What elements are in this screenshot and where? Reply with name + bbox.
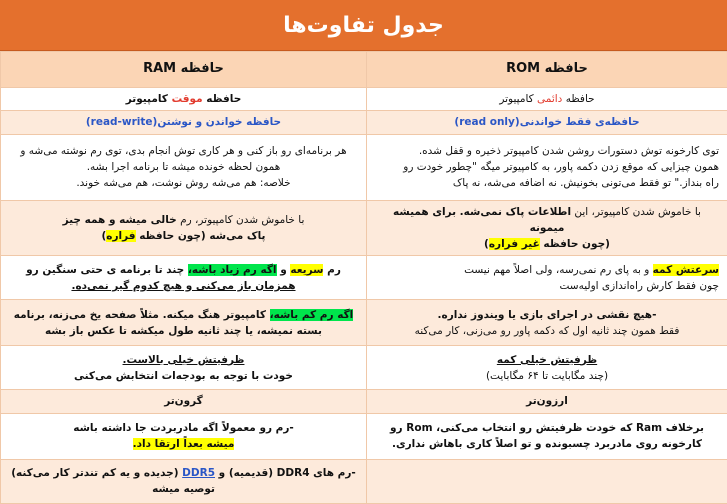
cell-text: کامپیوتر هنگ میکنه. مثلاً صفحه یخ می‌زنه، برنامه bbox=[14, 309, 270, 321]
cell-text-latin: DDR4 bbox=[277, 467, 310, 479]
comparison-table bbox=[0, 51, 727, 504]
cell-text: با خاموش شدن کامپیوتر، رم bbox=[180, 214, 304, 226]
cell-text-highlight: فراره bbox=[106, 230, 135, 242]
cell-text-bold: اطلاعات پاک نمی‌شه. برای همیشه میمونه bbox=[393, 206, 571, 234]
cell-text: حافظه bbox=[566, 93, 595, 105]
cell-line: برخلاف Ram که خودت ظرفیتش رو انتخاب می‌کنی، Rom رو bbox=[375, 420, 719, 436]
rom-cell: حافظه‌ی فقط خواندنی(read only) bbox=[367, 111, 727, 134]
cell-line: کارخونه روی مادربرد چسبونده و تو اصلاً کاری باهاش نداری. bbox=[375, 436, 719, 452]
table-row bbox=[1, 300, 727, 346]
ram-cell bbox=[1, 134, 367, 200]
cell-text-highlight-green: اگه رم کم باشه، bbox=[270, 309, 354, 321]
cell-line: ظرفیتش خیلی بالاست. bbox=[9, 352, 358, 368]
ram-cell bbox=[1, 88, 367, 111]
cell-text-highlight: غیر فراره bbox=[489, 238, 540, 250]
cell-text: (جدیده و یه کم تندتر کار می‌کنه) bbox=[11, 467, 178, 479]
ram-cell bbox=[1, 413, 367, 459]
ram-cell: حافظه خواندن و نوشتن(read-write) bbox=[1, 111, 367, 134]
table-row bbox=[1, 413, 727, 459]
table-row bbox=[1, 200, 727, 256]
table-row bbox=[1, 390, 727, 413]
table-row bbox=[1, 346, 727, 390]
cell-text-highlight: سریعه bbox=[290, 264, 323, 276]
cell-text: کامپیوتر bbox=[499, 93, 533, 105]
cell-line: همزمان باز می‌کنی و هیچ کدوم گیر نمی‌ده. bbox=[9, 278, 358, 294]
cell-text: رم bbox=[327, 264, 341, 276]
cell-text: حافظه bbox=[206, 93, 241, 105]
cell-text: کامپیوتر bbox=[126, 93, 168, 105]
cell-text: و به پای رم نمی‌رسه، ولی اصلاً مهم نیست bbox=[464, 264, 653, 276]
table-row bbox=[1, 256, 727, 300]
ram-cell bbox=[1, 200, 367, 256]
rom-cell bbox=[367, 134, 727, 200]
cell-text-bold: خالی میشه و همه چیز bbox=[63, 214, 177, 226]
cell-line: خودت با توجه به بودجه‌ات انتخابش می‌کنی bbox=[9, 368, 358, 384]
table-row bbox=[1, 111, 727, 134]
cell-line: -رم رو معمولاً اگه مادربردت جا داشته باشه bbox=[9, 420, 358, 436]
cell-line: همون لحظه خونده میشه تا برنامه اجرا بشه. bbox=[9, 159, 358, 175]
rom-cell bbox=[367, 200, 727, 256]
cell-line: فقط همون چند ثانیه اول که دکمه پاور رو می‌زنی، کار می‌کنه bbox=[375, 323, 719, 339]
ram-cell bbox=[1, 256, 367, 300]
rom-cell-empty bbox=[367, 459, 727, 503]
cell-text-accent: موقت bbox=[172, 93, 203, 105]
cell-line: (چند مگابایت تا ۶۴ مگابایت) bbox=[375, 368, 719, 384]
rom-cell: ارزون‌تر bbox=[367, 390, 727, 413]
cell-line: چون فقط کارش راه‌اندازی اولیه‌ست bbox=[375, 278, 719, 294]
header-rom: حافظه ROM bbox=[367, 52, 727, 88]
cell-text: ) bbox=[484, 238, 489, 250]
table-header-row bbox=[1, 52, 727, 88]
rom-cell bbox=[367, 300, 727, 346]
cell-text: با خاموش شدن کامپیوتر، این bbox=[574, 206, 701, 218]
cell-line: ظرفیتش خیلی کمه bbox=[375, 352, 719, 368]
rom-cell bbox=[367, 346, 727, 390]
cell-line: بسته نمیشه، یا چند ثانیه طول میکشه تا عکس باز بشه bbox=[9, 323, 358, 339]
cell-line: خلاصه: هم می‌شه روش نوشت، هم می‌شه خوند. bbox=[9, 175, 358, 191]
cell-line: همون چیزایی که موقع زدن دکمه پاور، به کامپیوتر میگه "چطور خودت رو bbox=[375, 159, 719, 175]
cell-text: و bbox=[280, 264, 287, 276]
ram-cell: گرون‌تر bbox=[1, 390, 367, 413]
cell-text: پاک می‌شه (چون حافظه bbox=[139, 230, 265, 242]
table-row bbox=[1, 134, 727, 200]
title-bar bbox=[0, 0, 727, 51]
cell-text-highlight-green: اگه رم زیاد باشه، bbox=[188, 264, 277, 276]
rom-cell bbox=[367, 88, 727, 111]
ram-cell bbox=[1, 346, 367, 390]
cell-line: -هیچ نقشی در اجرای بازی یا ویندوز نداره. bbox=[375, 307, 719, 323]
cell-line: راه بنداز." تو فقط می‌تونی بخونیش. نه اضافه می‌شه، نه پاک bbox=[375, 175, 719, 191]
rom-cell bbox=[367, 256, 727, 300]
rom-cell bbox=[367, 413, 727, 459]
cell-text-highlight: میشه بعداً ارتقا داد. bbox=[133, 438, 235, 450]
table-row bbox=[1, 459, 727, 503]
table-row bbox=[1, 88, 727, 111]
cell-line: توی کارخونه توش دستورات روشن شدن کامپیوتر ذخیره و قفل شده. bbox=[375, 143, 719, 159]
cell-text-latin: DDR5 bbox=[182, 467, 215, 479]
cell-text: (قدیمیه) و bbox=[219, 467, 273, 479]
cell-text-accent: دائمی bbox=[537, 93, 562, 105]
ram-cell bbox=[1, 459, 367, 503]
cell-line: توصیه میشه bbox=[9, 481, 358, 497]
header-ram: حافظه RAM bbox=[1, 52, 367, 88]
cell-text: (چون حافظه bbox=[543, 238, 610, 250]
ram-cell bbox=[1, 300, 367, 346]
cell-text: -رم های bbox=[313, 467, 356, 479]
cell-text: چند تا برنامه ی حتی سنگین رو bbox=[26, 264, 184, 276]
page-title: جدول تفاوت‌ها bbox=[283, 13, 444, 38]
cell-text: ) bbox=[101, 230, 106, 242]
cell-line: هر برنامه‌ای رو باز کنی و هر کاری توش انجام بدی، توی رم نوشته می‌شه و bbox=[9, 143, 358, 159]
cell-text-highlight: سرعتش کمه bbox=[653, 264, 719, 276]
